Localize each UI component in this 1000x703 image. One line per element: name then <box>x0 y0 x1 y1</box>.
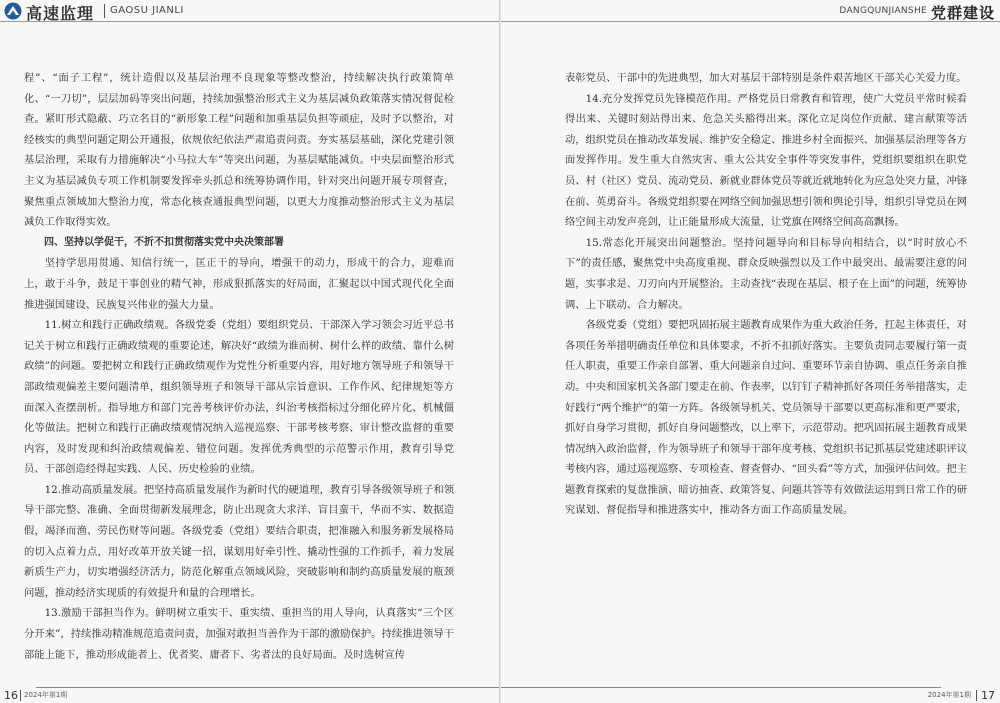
footer-divider <box>20 690 21 701</box>
paragraph: 13.激励干部担当作为。鲜明树立重实干、重实绩、重担当的用人导向，认真落实“三个区分开来”，持续推动精准规范追责问责，加强对敢担当善作为干部的激励保护。持续推进领导干部能上能下，推动形成能者上、优者奖、庸者下、劣者汰的良好局面。及时选树宣传 <box>24 607 454 661</box>
paragraph: 14.充分发挥党员先锋模范作用。严格党员日常教育和管理，使广大党员平常时候看得出来、关键时刻站得出来、危急关头豁得出来。深化立足岗位作贡献、建言献策等活动，组织党员在推动改革发展、维护安全稳定、推进乡村全面振兴、加强基层治理等各方面发挥作用。发生重大自然灾害、重大公共安全事件等突发事件，党组织要组织在职党员、村（社区）党员、流动党员、新就业群体党员等就近就地转化为应急处突力量，冲锋在前、英勇奋斗。各级党组织要在网络空间加强思想引领和舆论引导，组织引导党员在网络空间主动发声亮剑，让正能量形成大流量，让党旗在网络空间高高飘扬。 <box>565 92 967 229</box>
page-number: 17 <box>981 689 995 702</box>
magazine-title-en: GAOSU JIANLI <box>110 5 184 16</box>
footer-divider <box>976 690 977 701</box>
right-body-text <box>565 68 967 521</box>
paragraph: 15.常态化开展突出问题整治。坚持问题导向和目标导向相结合，以“时时放心不下”的责任感，聚焦党中央高度重视、群众反映强烈以及工作中最突出、最需要注意的问题，实事求是、刀刃向内开展整治。主动查找“表现在基层、根子在上面”的问题，统筹协调、上下联动、合力解决。 <box>565 236 967 311</box>
issue-label: 2024年第1期 <box>24 691 68 699</box>
column-title: 党群建设 <box>930 4 995 22</box>
paragraph: 坚持学思用贯通、知信行统一，匡正干的导向，增强干的动力，形成干的合力，迎难而上，敢于斗争，鼓足干事创业的精气神，形成狠抓落实的好局面，汇聚起以中国式现代化全面推进强国建设、民族复兴伟业的强大力量。 <box>24 257 454 311</box>
footer-rule <box>501 687 941 688</box>
paragraph: 12.推动高质量发展。把坚持高质量发展作为新时代的硬道理，教育引导各级领导班子和领导干部完整、准确、全面贯彻新发展理念，防止出现贪大求洋、盲目蛮干，华而不实、数据造假，竭泽而渔、劳民伤财等问题。各级党委（党组）要结合职责，把准融入和服务新发展格局的切入点着力点，用好改革开放关键一招，谋划用好牵引性、撬动性强的工作抓手，着力发展新质生产力，切实增强经济活力，防范化解重点领域风险，突破影响和制约高质量发展的瓶颈问题，推动经济实现质的有效提升和量的合理增长。 <box>24 483 454 599</box>
paragraph: 表彰党员、干部中的先进典型，加大对基层干部特别是条件艰苦地区干部关心关爱力度。 <box>565 72 967 84</box>
magazine-title: 高速监理 <box>26 4 95 23</box>
right-page-header <box>501 0 1000 22</box>
issue-label: 2024年第1期 <box>927 691 971 699</box>
section-heading: 四、坚持以学促干，不折不扣贯彻落实党中央决策部署 <box>44 236 284 248</box>
paragraph: 各级党委（党组）要把巩固拓展主题教育成果作为重大政治任务，扛起主体责任，对各项任务举措明确责任单位和具体要求，不折不扣抓好落实。主要负责同志要履行第一责任人职责，重要工作亲自部署、重大问题亲自过问、重要环节亲自协调、重点任务亲自推动。中央和国家机关各部门要走在前、作表率，以钉钉子精神抓好各项任务举措落实，走好践行“两个维护”的第一方阵。各级领导机关、党员领导干部要以更高标准和更严要求，抓好自身学习贯彻，抓好自身问题整改，以上率下，示范带动。把巩固拓展主题教育成果情况纳入政治监督，作为领导班子和领导干部年度考核、党组织书记抓基层党建述职评议考核内容，通过巡视巡察、专项检查、督查督办、“回头看”等方式，加强评估问效。把主题教育探索的复盘推演、暗访抽查、政策答复、问题共答等有效做法运用到日常工作的研究谋划、督促指导和推进落实中，推动各方面工作高质量发展。 <box>565 319 967 517</box>
right-page-footer <box>501 687 1000 703</box>
right-page <box>500 0 1000 703</box>
left-page-footer <box>0 687 500 703</box>
left-body-text <box>24 68 454 665</box>
page-number: 16 <box>4 689 18 702</box>
footer-rule <box>36 687 500 688</box>
paragraph: 程”、“面子工程”，统计造假以及基层治理不良现象等整改整治，持续解决执行政策简单化、“一刀切”，层层加码等突出问题，持续加强整治形式主义为基层减负政策落实情况督促检查。紧盯形式隐蔽、巧立名目的“新形象工程”问题和加重基层负担等顽症，及时予以整治，对经核实的典型问题定期公开通报，依规依纪依法严肃追责问责。夯实基层基础，深化党建引领基层治理，采取有力措施解决“小马拉大车”等突出问题，为基层赋能减负。中央层面整治形式主义为基层减负专项工作机制要发挥牵头抓总和统筹协调作用，针对突出问题开展专项督查，聚焦重点领域加大整治力度，常态化核查通报典型问题，以更大力度推动整治形式主义为基层减负工作取得实效。 <box>24 72 454 229</box>
paragraph: 11.树立和践行正确政绩观。各级党委（党组）要组织党员、干部深入学习领会习近平总书记关于树立和践行正确政绩观的重要论述，解决好“政绩为谁而树、树什么样的政绩、靠什么树政绩”的问题。要把树立和践行正确政绩观作为党性分析重要内容，用好地方领导班子和领导干部政绩观偏差主要问题清单，组织领导班子和领导干部从宗旨意识、工作作风、纪律规矩等方面深入查摆剖析。指导地方和部门完善考核评价办法，纠治考核指标过分细化碎片化、机械僵化等做法。把树立和践行正确政绩观情况纳入巡视巡察、干部考核考察、审计整改监督的重要内容，及时发现和纠治政绩观偏差、错位问题。发挥优秀典型的示范警示作用，教育引导党员、干部创造经得起实践、人民、历史检验的业绩。 <box>24 319 454 476</box>
magazine-logo-icon <box>4 2 22 20</box>
column-title-en: DANGQUNJIANSHE <box>839 6 927 16</box>
left-page-header <box>0 0 500 22</box>
header-divider <box>104 4 105 18</box>
